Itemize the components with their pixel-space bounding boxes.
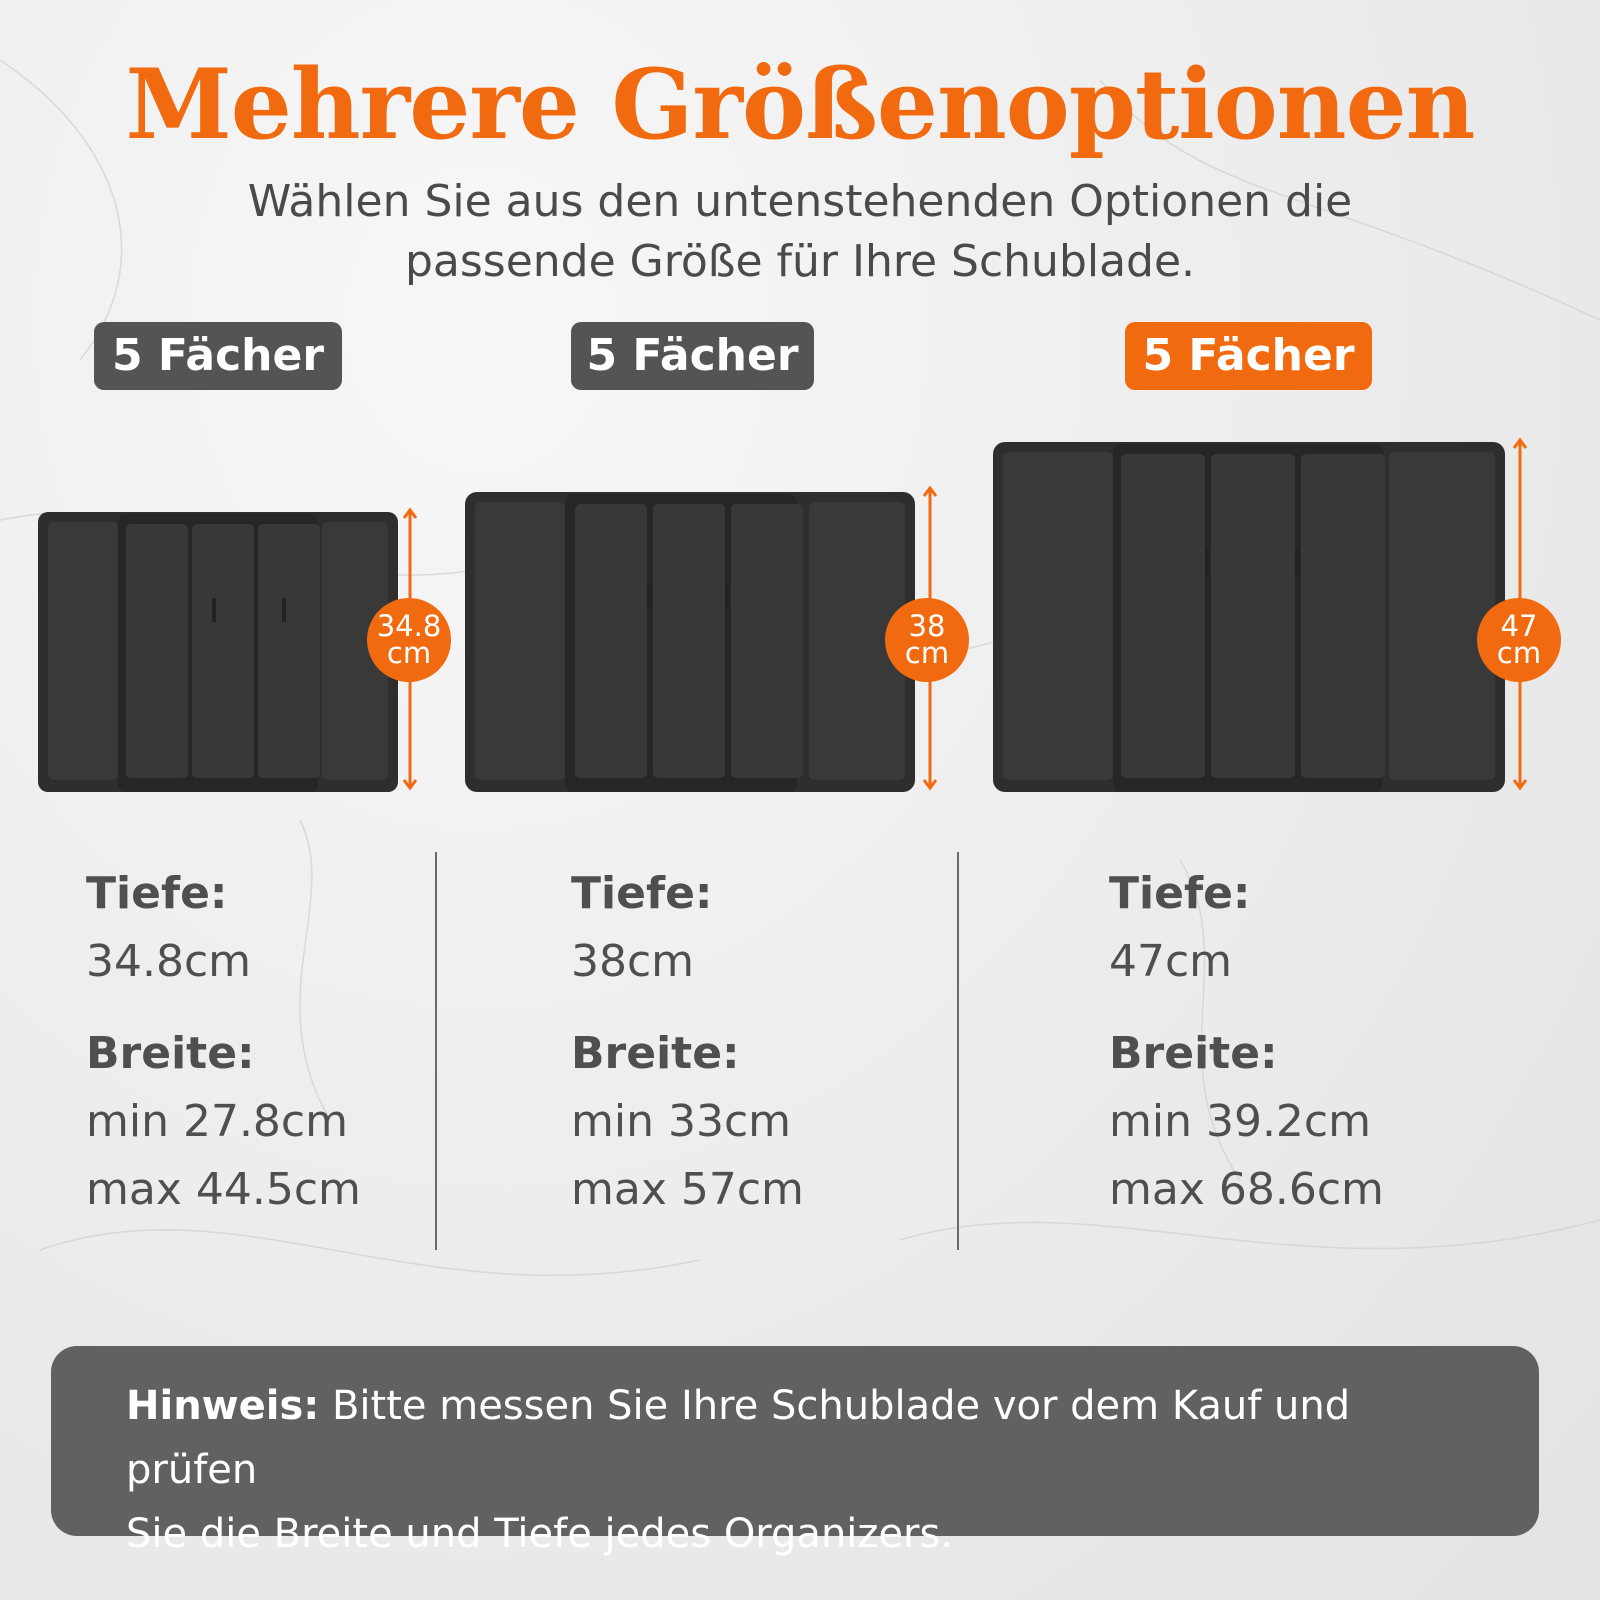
depth-value: 34.8 <box>376 609 442 643</box>
spec-block-2 <box>571 860 971 1224</box>
width-max: max 57cm <box>571 1164 804 1215</box>
note-label: Hinweis: <box>126 1383 320 1429</box>
depth-label: Tiefe: <box>1109 868 1251 919</box>
depth-unit: cm <box>904 636 950 670</box>
column-divider <box>435 852 437 1250</box>
page-title: Mehrere Größenoptionen <box>125 48 1475 161</box>
subtitle-line-2: passende Größe für Ihre Schublade. <box>404 236 1196 287</box>
badge-option-1: 5 Fächer <box>94 322 342 390</box>
depth-label: Tiefe: <box>571 868 713 919</box>
width-label: Breite: <box>1109 1028 1278 1079</box>
badge-option-2: 5 Fächer <box>571 322 814 390</box>
depth-unit: cm <box>386 636 432 670</box>
depth-value: 47 <box>1500 609 1538 643</box>
depth-value: 47cm <box>1109 936 1233 987</box>
depth-badge-1 <box>367 598 451 682</box>
depth-value: 38cm <box>571 936 695 987</box>
depth-value: 38 <box>908 609 946 643</box>
width-min: min 39.2cm <box>1109 1096 1371 1147</box>
subtitle <box>200 172 1400 292</box>
depth-badge-2 <box>885 598 969 682</box>
width-max: max 68.6cm <box>1109 1164 1384 1215</box>
width-min: min 33cm <box>571 1096 791 1147</box>
note-text-2: Sie die Breite und Tiefe jedes Organizers. <box>126 1511 954 1557</box>
column-divider <box>957 852 959 1250</box>
width-max: max 44.5cm <box>86 1164 361 1215</box>
width-min: min 27.8cm <box>86 1096 348 1147</box>
tray-image-1 <box>36 508 406 798</box>
tray-image-3 <box>991 438 1511 796</box>
depth-label: Tiefe: <box>86 868 228 919</box>
depth-badge-3 <box>1477 598 1561 682</box>
tray-image-2 <box>463 488 923 796</box>
badge-option-3: 5 Fächer <box>1125 322 1372 390</box>
spec-block-1 <box>86 860 486 1224</box>
note-line-1 <box>126 1374 1469 1502</box>
spec-block-3 <box>1109 860 1509 1224</box>
note-text-1: Bitte messen Sie Ihre Schublade vor dem Kauf und prüfen <box>126 1383 1351 1493</box>
width-label: Breite: <box>86 1028 255 1079</box>
note-box <box>51 1346 1539 1557</box>
depth-unit: cm <box>1496 636 1542 670</box>
depth-value: 34.8cm <box>86 936 252 987</box>
width-label: Breite: <box>571 1028 740 1079</box>
subtitle-line-1: Wählen Sie aus den untenstehenden Optionen die <box>247 176 1353 227</box>
